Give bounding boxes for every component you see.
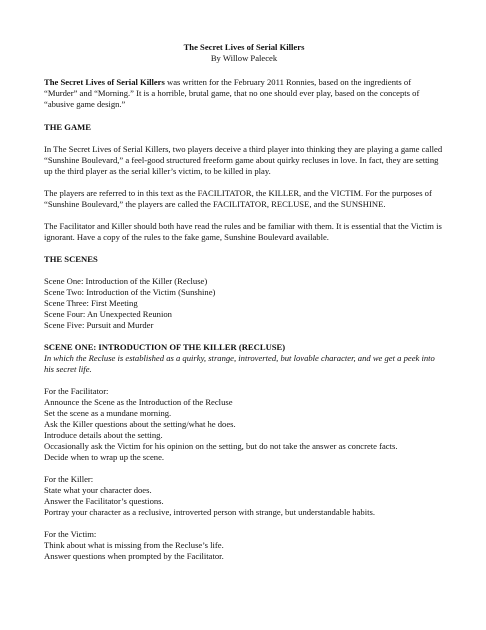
facilitator-line: Ask the Killer questions about the setting/what he does. [44,419,236,429]
killer-line: State what your character does. [44,485,152,495]
game-paragraph: The Facilitator and Killer should both have read the rules and be familiar with them. It is essential that the Victim is ignorant. Have a copy of the rules to the fake game, Sunshine Boulevard available. [44,221,442,242]
facilitator-line: Decide when to wrap up the scene. [44,452,165,462]
facilitator-line: Announce the Scene as the Introduction of the Recluse [44,397,233,407]
intro-paragraph [44,77,444,110]
intro-bold-title: The Secret Lives of Serial Killers [44,77,165,87]
killer-line: Answer the Facilitator’s questions. [44,496,164,506]
scene-list-item: Scene Three: First Meeting [44,298,138,308]
scene-list-item: Scene One: Introduction of the Killer (Recluse) [44,276,208,286]
game-paragraph: The players are referred to in this text as the FACILITATOR, the KILLER, and the VICTIM. For the purposes of “Sunshine Boulevard,” the players are called the FACILITATOR, RECLUSE, and the SUNSHINE. [44,188,432,209]
killer-instructions [44,474,444,518]
scene-list-item: Scene Four: An Unexpected Reunion [44,309,172,319]
killer-label: For the Killer: [44,474,94,484]
intro-text: was written for the February 2011 Ronnies, based on the ingredients of “Murder” and “Morning.” It is a horrible, brutal game, that no one should ever play, based on the concepts of “abusive game design.” [44,77,420,109]
document-byline: By Willow Palecek [210,53,278,63]
document-title: The Secret Lives of Serial Killers [183,42,305,52]
section-heading-the-scenes: THE SCENES [44,254,98,264]
victim-line: Answer questions when prompted by the Facilitator. [44,551,224,561]
facilitator-label: For the Facilitator: [44,386,109,396]
scene-one-description: In which the Recluse is established as a quirky, strange, introverted, but lovable character, and we get a peek into his secret life. [44,353,435,374]
section-heading-the-game: THE GAME [44,122,92,132]
game-paragraph: In The Secret Lives of Serial Killers, two players deceive a third player into thinking they are playing a game called “Sunshine Boulevard,” a feel-good structured freeform game about quirky recluses in love. In fact, they are setting up the third player as the serial killer’s victim, to be killed in play. [44,144,443,176]
scene-list-item: Scene Two: Introduction of the Victim (Sunshine) [44,287,216,297]
victim-instructions [44,529,444,562]
section-heading-scene-one: SCENE ONE: INTRODUCTION OF THE KILLER (RECLUSE) [44,342,286,352]
scene-list-item: Scene Five: Pursuit and Murder [44,320,154,330]
victim-line: Think about what is missing from the Recluse’s life. [44,540,224,550]
facilitator-line: Introduce details about the setting. [44,430,163,440]
facilitator-instructions [44,386,444,463]
scene-list [44,276,444,331]
facilitator-line: Set the scene as a mundane morning. [44,408,172,418]
facilitator-line: Occasionally ask the Victim for his opinion on the setting, but do not take the answer as concrete facts. [44,441,398,451]
killer-line: Portray your character as a reclusive, introverted person with strange, but understandable habits. [44,507,375,517]
victim-label: For the Victim: [44,529,97,539]
